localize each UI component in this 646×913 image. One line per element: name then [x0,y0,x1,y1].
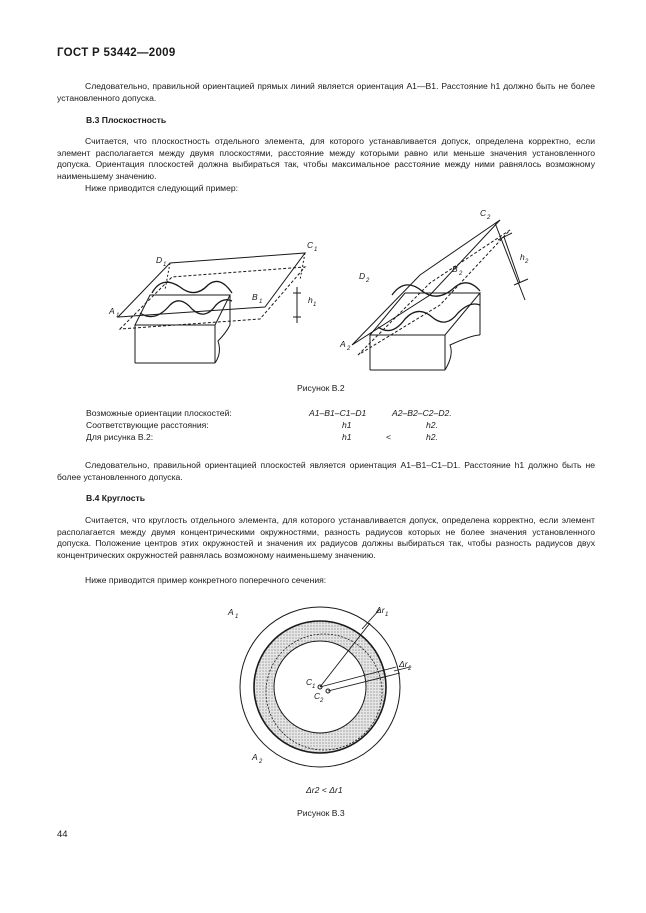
paragraph-conclusion-lines: Следовательно, правильной ориентацией прямых линий является ориентация A1—B1. Расстояние h1 должно быть не более установленного допуска. [57,81,595,103]
label-c2: C [314,691,321,701]
figure-b3-formula: Δr2 < Δr1 [306,785,343,795]
paragraph-flatness-definition: Считается, что плоскостность отдельного элемента, для которого устанавливается допуск, определена корректно, если элемент располагается между двумя плоскостями, расстояние между которыми равно или меньше значения установленного допуска. Ориентация плоскостей должна выбираться так, чтобы максимальное расстояние между ними равнялось возможному наименьшему значению. [57,136,595,181]
orientation-table [86,407,486,443]
figure-b2-flatness-diagram [100,205,540,375]
label-b2: B [452,264,458,274]
figure-b2-caption: Рисунок В.2 [297,383,345,393]
table-cell: h1 [342,420,352,430]
label-d1-sub: 1 [163,262,167,268]
table-cell: h2. [426,420,438,430]
paragraph-conclusion-planes: Следовательно, правильной ориентацией плоскостей является ориентация A1–B1–C1–D1. Расстояние h1 должно быть не более установленного допуска. [57,460,595,482]
table-row [86,431,486,443]
label-dr1: Δr [376,605,385,615]
table-row [86,419,486,431]
section-heading-flatness: В.3 Плоскостность [86,115,167,125]
label-c1: C [306,677,313,687]
label-h1: h [308,295,313,305]
label-c1: C [307,240,314,250]
label-d1: D [156,255,163,265]
paragraph-example-intro: Ниже приводится следующий пример: [85,183,239,193]
label-b1-sub: 1 [259,299,263,305]
section-heading-roundness: В.4 Круглость [86,493,146,503]
paragraph-roundness-definition: Считается, что круглость отдельного элемента, для которого устанавливается допуск, определена корректно, если элемент располагается между двумя концентрическими окружностями, разность радиусов которых не более значения установленного допуска. Положение центров этих окружностей и значения их радиусов должны выбираться так, чтобы разность радиусов двух концентрических окружностей равнялась возможному наименьшему значению. [57,515,595,560]
label-dr2: Δr [399,659,408,669]
label-a1: A [228,607,234,617]
paragraph-section-intro: Ниже приводится пример конкретного поперечного сечения: [85,575,327,585]
label-a2-sub: 2 [347,346,351,352]
label-c1-sub: 1 [314,247,318,253]
table-cell: h2. [426,432,438,442]
table-cell: Соответствующие расстояния: [86,420,209,430]
label-d2: D [359,271,366,281]
label-a2-sub: 2 [259,759,263,765]
label-c2-sub: 2 [320,698,324,704]
page-number: 44 [57,829,68,840]
table-cell: < [386,432,392,442]
table-cell: Возможные ориентации плоскостей: [86,408,232,418]
label-d2-sub: 2 [366,278,370,284]
label-a2: A [340,339,346,349]
label-a2: A [252,752,258,762]
label-b2-sub: 2 [459,271,463,277]
table-cell: Для рисунка В.2: [86,432,154,442]
figure-b3-caption: Рисунок В.3 [297,808,345,818]
label-b1: B [252,292,258,302]
label-c2-sub: 2 [487,215,491,221]
label-c2: C [480,208,487,218]
table-row [86,407,486,419]
label-h2: h [520,252,525,262]
page-header: ГОСТ Р 53442—2009 [57,47,176,59]
label-dr2-sub: 2 [408,666,412,672]
figure-b3-roundness-diagram [220,595,430,775]
label-h1-sub: 1 [313,302,317,308]
label-a1-sub: 1 [116,313,120,319]
table-cell: A2–B2–C2–D2. [392,408,452,418]
label-a1-sub: 1 [235,614,239,620]
table-cell: h1 [342,432,352,442]
label-a1: A [109,306,115,316]
label-c1-sub: 1 [312,684,316,690]
label-dr1-sub: 1 [385,612,389,618]
label-h2-sub: 2 [525,259,529,265]
table-cell: A1–B1–C1–D1 [309,408,367,418]
